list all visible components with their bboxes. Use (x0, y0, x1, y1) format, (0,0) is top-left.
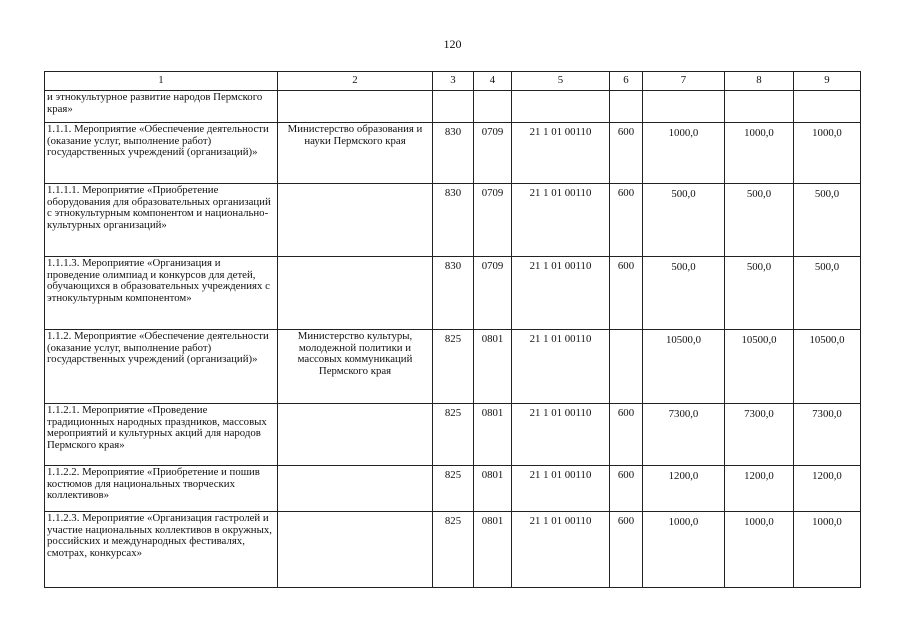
budget-table (44, 71, 861, 588)
table-row (45, 466, 861, 512)
grbs-code-cell: 830 (433, 123, 474, 184)
event-name-cell: 1.1.1. Мероприятие «Обеспечение деятельности (оказание услуг, выполнение работ) государственных учреждений (организаций)» (45, 123, 278, 184)
header-cell: 9 (794, 72, 861, 91)
grbs-code-cell: 825 (433, 330, 474, 404)
amount-cell: 1200,0 (794, 466, 861, 512)
expense-type-cell: 600 (610, 257, 643, 330)
grbs-code-cell: 830 (433, 184, 474, 257)
section-code-cell (474, 91, 512, 123)
amount-cell: 500,0 (643, 184, 725, 257)
amount-cell: 7300,0 (725, 404, 794, 466)
amount-cell (794, 91, 861, 123)
grbs-code-cell: 825 (433, 466, 474, 512)
section-code-cell: 0801 (474, 512, 512, 588)
table-row (45, 91, 861, 123)
amount-cell: 500,0 (794, 257, 861, 330)
amount-cell: 500,0 (725, 184, 794, 257)
header-cell: 2 (278, 72, 433, 91)
amount-cell: 1200,0 (725, 466, 794, 512)
section-code-cell: 0709 (474, 123, 512, 184)
section-code-cell: 0709 (474, 184, 512, 257)
target-article-cell: 21 1 01 00110 (512, 466, 610, 512)
event-name-cell: 1.1.2.2. Мероприятие «Приобретение и пошив костюмов для национальных творческих коллективов» (45, 466, 278, 512)
amount-cell: 500,0 (725, 257, 794, 330)
responsible-cell (278, 257, 433, 330)
amount-cell: 1000,0 (794, 123, 861, 184)
header-cell: 1 (45, 72, 278, 91)
target-article-cell: 21 1 01 00110 (512, 184, 610, 257)
event-name-cell: 1.1.2.3. Мероприятие «Организация гастролей и участие национальных коллективов в окружных, российских и международных фестивалях, смотрах, конкурсах» (45, 512, 278, 588)
table-row (45, 512, 861, 588)
header-cell: 5 (512, 72, 610, 91)
table-row (45, 330, 861, 404)
event-name-cell: 1.1.2.1. Мероприятие «Проведение традиционных народных праздников, массовых мероприятий и культурных акций для народов Пермского края» (45, 404, 278, 466)
responsible-cell (278, 91, 433, 123)
responsible-cell (278, 466, 433, 512)
amount-cell: 1200,0 (643, 466, 725, 512)
amount-cell: 7300,0 (643, 404, 725, 466)
amount-cell: 500,0 (643, 257, 725, 330)
amount-cell (725, 91, 794, 123)
amount-cell: 500,0 (794, 184, 861, 257)
amount-cell: 1000,0 (643, 512, 725, 588)
target-article-cell: 21 1 01 00110 (512, 404, 610, 466)
grbs-code-cell: 825 (433, 404, 474, 466)
expense-type-cell: 600 (610, 512, 643, 588)
target-article-cell: 21 1 01 00110 (512, 257, 610, 330)
table-row (45, 184, 861, 257)
page-number: 120 (443, 37, 462, 51)
amount-cell: 10500,0 (725, 330, 794, 404)
header-cell: 7 (643, 72, 725, 91)
expense-type-cell: 600 (610, 404, 643, 466)
section-code-cell: 0801 (474, 330, 512, 404)
amount-cell: 1000,0 (643, 123, 725, 184)
event-name-cell: 1.1.1.1. Мероприятие «Приобретение оборудования для образовательных организаций с этнокультурным компонентом и национально-культурных организаций» (45, 184, 278, 257)
grbs-code-cell (433, 91, 474, 123)
expense-type-cell: 600 (610, 466, 643, 512)
header-cell: 8 (725, 72, 794, 91)
table-row (45, 123, 861, 184)
amount-cell (643, 91, 725, 123)
header-cell: 4 (474, 72, 512, 91)
section-code-cell: 0801 (474, 466, 512, 512)
responsible-cell: Министерство культуры, молодежной политики и массовых коммуникаций Пермского края (278, 330, 433, 404)
event-name-cell: 1.1.1.3. Мероприятие «Организация и проведение олимпиад и конкурсов для детей, обучающихся в образовательных учреждениях с этнокультурным компонентом» (45, 257, 278, 330)
amount-cell: 10500,0 (643, 330, 725, 404)
grbs-code-cell: 830 (433, 257, 474, 330)
amount-cell: 7300,0 (794, 404, 861, 466)
target-article-cell: 21 1 01 00110 (512, 330, 610, 404)
responsible-cell (278, 512, 433, 588)
grbs-code-cell: 825 (433, 512, 474, 588)
section-code-cell: 0709 (474, 257, 512, 330)
expense-type-cell: 600 (610, 184, 643, 257)
header-cell: 6 (610, 72, 643, 91)
expense-type-cell (610, 330, 643, 404)
target-article-cell (512, 91, 610, 123)
responsible-cell (278, 404, 433, 466)
responsible-cell (278, 184, 433, 257)
header-row (45, 72, 861, 91)
table-row (45, 257, 861, 330)
amount-cell: 1000,0 (725, 512, 794, 588)
responsible-cell: Министерство образования и науки Пермского края (278, 123, 433, 184)
event-name-cell: и этнокультурное развитие народов Пермского края» (45, 91, 278, 123)
header-cell: 3 (433, 72, 474, 91)
target-article-cell: 21 1 01 00110 (512, 123, 610, 184)
expense-type-cell: 600 (610, 123, 643, 184)
amount-cell: 1000,0 (794, 512, 861, 588)
target-article-cell: 21 1 01 00110 (512, 512, 610, 588)
table-row (45, 404, 861, 466)
section-code-cell: 0801 (474, 404, 512, 466)
amount-cell: 10500,0 (794, 330, 861, 404)
amount-cell: 1000,0 (725, 123, 794, 184)
event-name-cell: 1.1.2. Мероприятие «Обеспечение деятельности (оказание услуг, выполнение работ) государственных учреждений (организаций)» (45, 330, 278, 404)
expense-type-cell (610, 91, 643, 123)
